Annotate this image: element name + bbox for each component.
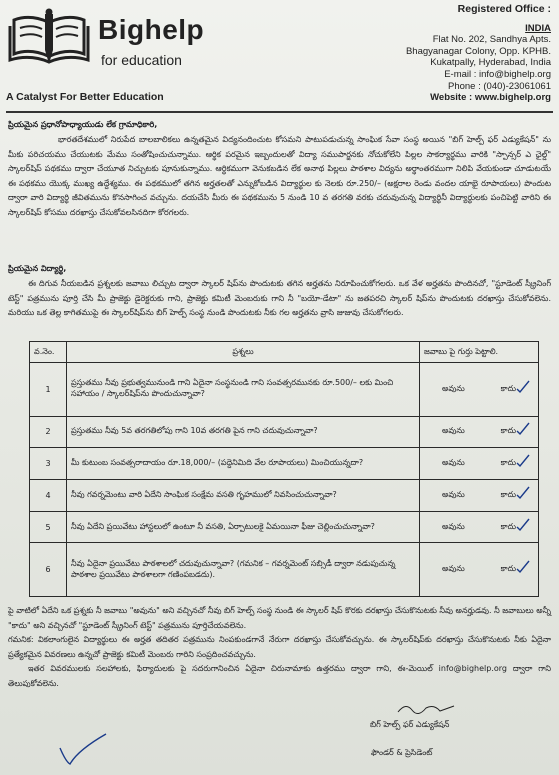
answer-no-label: కాదు <box>500 426 517 436</box>
answer-no-option[interactable] <box>495 564 522 575</box>
answer-yes-option[interactable]: అవును <box>441 458 465 468</box>
row-question: మీ కుటుంబ సంవత్సరాదాయం రూ.18,000/– (పద్దెనిమిది వేల రూపాయలు) మించియున్నదా? <box>67 448 420 480</box>
answer-no-option[interactable] <box>495 458 522 469</box>
table-row <box>30 416 539 448</box>
table-row <box>30 479 539 511</box>
answer-yes-option[interactable]: అవును <box>441 489 465 499</box>
row-question: ప్రస్తుతము నీవు 5వ తరగతిలోపు గాని 10వ తరగతి పైన గాని చదువుచున్నావా? <box>67 416 420 448</box>
signature-title: ఫౌండర్ & ప్రెసిడెంట్ <box>371 748 433 757</box>
answer-no-label: కాదు <box>500 458 517 468</box>
answer-no-option[interactable] <box>495 426 522 437</box>
office-country: INDIA <box>525 22 551 34</box>
answer-no-option[interactable] <box>495 522 522 533</box>
office-phone: Phone : (040)-23061061 <box>448 80 551 92</box>
check-mark-icon <box>516 486 530 500</box>
student-paragraph: ఈ దిగువ నీయబడిన ప్రశ్నలకు జవాబు లిచ్చుట ద్వారా స్కాలర్ షిప్‌ను పొందుటకు తగిన అర్హతను నిరూపించుకోగలరు. ఒక వేళ అర్హతను పొందినచో, "స్టూడెంట్ స్క్రీనింగ్ టెస్ట్" పత్రమును పూర్తి చేసి మీ ప్రాజెక్టు డైరెక్టరుకు గాని, ప్రాజెక్టు కమిటీ మెంబరుకు గాని నీ "బయో-డేటా" ను జతపరచి స్కాలర్ షిప్‌ను పొందుటకు దరఖాస్తు చేసుకోవలెను. మరియు ఒక తెల్ల కాగితముపై ఈ స్కాలర్‌షిప్‌ను బిగ్ హెల్ప్ సంస్థ నుండి పొందుటకు నీకు గల అర్హతను వ్రాసి జుజువు చేసుకోగలరు. <box>8 279 551 317</box>
signature-organization: బిగ్ హెల్ప్ ఫర్ ఎడ్యుకేషన్ <box>370 720 450 729</box>
row-answer <box>420 511 539 543</box>
answer-yes-option[interactable]: అవును <box>441 564 465 574</box>
registered-office-block <box>311 4 551 104</box>
answer-yes-option[interactable]: అవును <box>441 383 465 393</box>
answer-no-label: కాదు <box>500 489 517 499</box>
intro-paragraph: భారతదేశములో నిరుపేద బాలబాలికలు ఉన్నతమైన విద్యనందించుట కోసమని పాటుపడుచున్న సాంఘిక సేవా సంస్థ అయిన "బిగ్ హెల్ప్ ఫర్ ఎడ్యుకేషన్" ను మీకు పరిచయము చేయుటకు మేము సంతోషించుచున్నాము. ఆర్థిక పరమైన ఇబ్బందులతో విద్యా సముపార్జనకు నోచుకోలేని పిల్లల సాకర్యార్థము వారికి "స్పాన్సర్ ఎ ఛైల్డ్" స్కాలర్‌షిప్ పథకము ద్వారా చేయూత నిచ్చుటకు పూనుకున్నాము. ఆర్థికముగా వెనుకబడిన లేక అనాథ పిల్లలు పాఠశాల విద్యను అర్థాంతరముగా నిలిపి వేయకుండా చూడుటయే ఈ పథకము యొక్క ముఖ్య ఉద్దేశ్యము. ఈ పథకములో తగిన అర్హతలతో ఎన్నుకోబడిన విద్యార్థుల కు నెలకు రూ.250/– (అక్షరాల రెండు వందల యాభై రూపాయలు) పొందుట ద్వారా వారి విద్యార్థి జీవితమును కొనసాగించ వచ్చును. దయచేసి మీరు ఈ పథకమును 5 నుండి 10 వ తరగతి వరకు చదువుచున్న విద్యార్థినీ విద్యార్థులకు పంచిపెట్టి వారిని ఈ స్కాలర్‌షిప్ కోసము దరఖాస్తు చేసుకోవలసినదిగా కోరగలరు. <box>8 135 551 217</box>
row-number: 2 <box>30 416 67 448</box>
table-header-row <box>30 342 539 363</box>
header-divider <box>6 111 553 113</box>
row-answer <box>420 363 539 417</box>
col-header-number: వ.నెం. <box>30 342 67 363</box>
col-header-question: ప్రశ్నలు <box>67 342 420 363</box>
answer-no-label: కాదు <box>500 521 517 531</box>
check-mark-icon <box>516 422 530 436</box>
answer-no-option[interactable] <box>495 384 522 395</box>
row-answer <box>420 479 539 511</box>
row-answer <box>420 416 539 448</box>
office-address-line3: Kukatpally, Hyderabad, India <box>430 57 551 69</box>
signature-scrawl-icon <box>396 700 456 716</box>
answer-no-option[interactable] <box>495 490 522 501</box>
tagline: A Catalyst For Better Education <box>6 91 164 103</box>
row-number: 1 <box>30 363 67 417</box>
col-header-answer: జవాబు పై గుర్తు పెట్టాలి. <box>420 342 539 363</box>
brand-subtitle: for education <box>101 52 182 68</box>
row-question: నీవు ఏదేని ప్రయివేటు హాస్టలులో ఉంటూ నీ వసతి, ఏర్పాటులకై ఏమయినా ఫీజు చెల్లించుచున్నావా? <box>67 511 420 543</box>
row-question: ప్రస్తుతము నీవు ప్రభుత్వమునుండి గాని ఏదైనా సంస్థనుండి గాని సంవత్సరమునకు రూ.500/– లకు మించి సహాయం / స్కాలర్‌షిప్‌ను పొందుచున్నావా? <box>67 363 420 417</box>
eligibility-table <box>29 341 539 597</box>
table-row <box>30 543 539 597</box>
office-address-line2: Bhagyanagar Colony, Opp. KPHB. <box>405 45 551 57</box>
row-answer <box>420 448 539 480</box>
table-row <box>30 511 539 543</box>
answer-no-label: కాదు <box>500 383 517 393</box>
handwritten-check-icon <box>58 732 108 766</box>
office-heading: Registered Office : <box>457 3 551 15</box>
greeting-headmaster: ప్రియమైన ప్రధానోపాధ్యాయుడు లేక గ్రామాధికారి, <box>8 120 158 129</box>
ineligibility-paragraph: పై వాటిలో ఏదేని ఒక ప్రశ్నకు నీ జవాబు "అవును" అని వచ్చినచో నీవు బిగ్ హెల్ప్ సంస్థ నుండి ఈ స్కాలర్ షిప్ కొరకు దరఖాస్తు చేసుకొనుటకు నీవు అనర్హుడవు. నీ జవాబులు అన్నీ "కాదు" అని వచ్చినచో "స్టూడెంట్ స్క్రీనింగ్ టెస్ట్" పత్రమును పూర్తిచేయవలెను. <box>8 606 551 630</box>
brand-name: Bighelp <box>98 14 205 45</box>
bighelp-logo-icon <box>8 8 90 70</box>
contact-paragraph: ఇతర వివరములకు సలహాలకు, ఫిర్యాదులకు పై సదరుగానించిన ఏదైనా చిరునామాకు ఉత్తరము ద్వారా గాని, ఈ-మెయిల్ info@bighelp.org ద్వారా గాని తెలుపుకోవలెను. <box>8 664 551 688</box>
note-paragraph: గమనిక: వికలాంగులైన విద్యార్థులు ఈ అర్హత తదితర పత్రమును నింపకుండగానే నేరుగా దరఖాస్తు చేసుకోవచ్చును. ఈ స్కాలర్‌షిప్‌కు దరఖాస్తు చేసుకొనుటకు నీకు ఏదైనా ప్రత్యేకమైన వివరణలు ఉన్నచో ప్రాజెక్టు కమిటీ మెంబరు గారిని సంప్రదించవచ్చును. <box>8 635 551 659</box>
check-mark-icon <box>516 380 530 394</box>
check-mark-icon <box>516 560 530 574</box>
answer-no-label: కాదు <box>500 564 517 574</box>
row-question: నీవు గవర్నమెంటు వారి ఏదేని సాంఘిక సంక్షేమ వసతి గృహములో నివసించుచున్నావా? <box>67 479 420 511</box>
check-mark-icon <box>516 518 530 532</box>
check-mark-icon <box>516 454 530 468</box>
greeting-student: ప్రియమైన విద్యార్థి, <box>8 264 67 273</box>
table-row <box>30 448 539 480</box>
answer-yes-option[interactable]: అవును <box>441 521 465 531</box>
answer-yes-option[interactable]: అవును <box>441 426 465 436</box>
row-number: 4 <box>30 479 67 511</box>
table-row <box>30 363 539 417</box>
office-website: Website : www.bighelp.org <box>430 92 551 104</box>
row-answer <box>420 543 539 597</box>
row-number: 5 <box>30 511 67 543</box>
row-number: 3 <box>30 448 67 480</box>
office-email: E-mail : info@bighelp.org <box>444 68 551 80</box>
office-address-line1: Flat No. 202, Sandhya Apts. <box>432 34 551 46</box>
row-number: 6 <box>30 543 67 597</box>
row-question: నీవు ఏదైనా ప్రయివేటు పాఠశాలలో చదువుచున్నావా? (గమనిక – గవర్నమెంట్ సబ్సిడీ ద్వారా నడుపుచున్న పాఠశాల ప్రయివేటు పాఠశాలగా గణింపబడదు). <box>67 543 420 597</box>
